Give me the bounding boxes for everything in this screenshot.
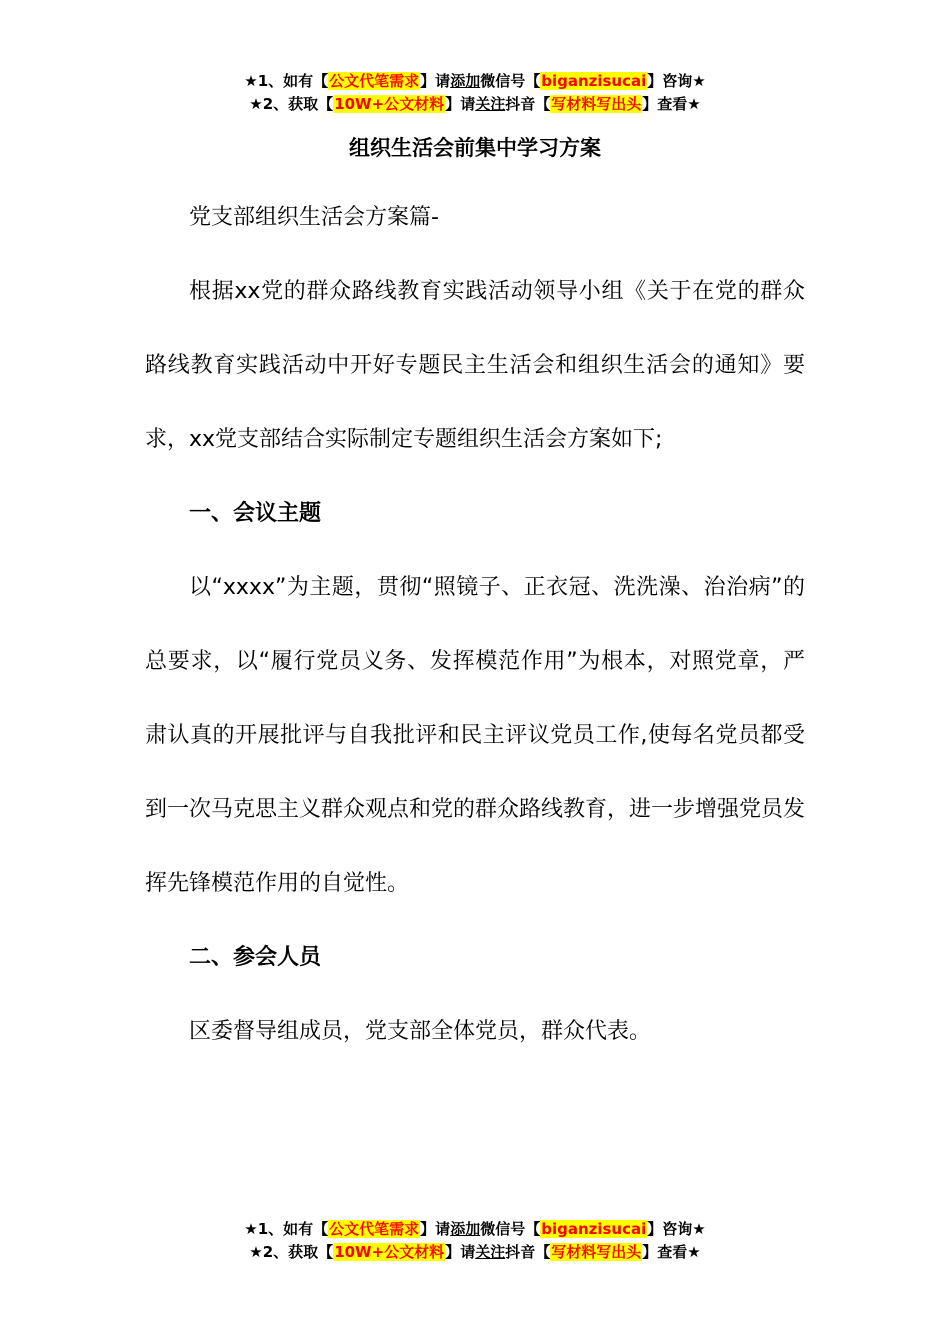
section-heading-attendees: 二、参会人员 (189, 945, 322, 970)
banner-highlight-materials: 10W+公文材料 (334, 1243, 445, 1261)
header-banner (0, 70, 950, 116)
document-subtitle: 党支部组织生活会方案篇- (189, 205, 439, 230)
banner-highlight-materials: 10W+公文材料 (334, 95, 445, 113)
banner-line-2: ★2、获取【10W+公文材料】请关注抖音【写材料写出头】查看★ (249, 95, 701, 113)
document-title: 组织生活会前集中学习方案 (349, 136, 601, 160)
banner-highlight-douyin: 写材料写出头 (551, 95, 642, 113)
section-body-theme: 以“xxxx”为主题，贯彻“照镜子、正衣冠、洗洗澡、治治病”的总要求，以“履行党员义务、发挥模范作用”为根本，对照党章，严肃认真的开展批评与自我批评和民主评议党员工作,使每名党员都受到一次马克思主义群众观点和党的群众路线教育，进一步增强党员发挥先锋模范作用的自觉性。 (145, 575, 806, 896)
banner-highlight-douyin: 写材料写出头 (551, 1243, 642, 1261)
banner-line-1: ★1、如有【公文代笔需求】请添加微信号【biganzisucai】咨询★ (244, 72, 706, 90)
section-heading-theme: 一、会议主题 (189, 501, 322, 526)
banner-highlight-wechat: biganzisucai (541, 1220, 647, 1238)
banner-line-1: ★1、如有【公文代笔需求】请添加微信号【biganzisucai】咨询★ (244, 1220, 706, 1238)
banner-highlight-service: 公文代笔需求 (329, 1220, 420, 1238)
banner-highlight-wechat: biganzisucai (541, 72, 647, 90)
intro-paragraph: 根据xx党的群众路线教育实践活动领导小组《关于在党的群众路线教育实践活动中开好专题民主生活会和组织生活会的通知》要求，xx党支部结合实际制定专题组织生活会方案如下; (145, 279, 805, 452)
banner-line-2: ★2、获取【10W+公文材料】请关注抖音【写材料写出头】查看★ (249, 1243, 701, 1261)
document-body (145, 181, 805, 1069)
section-body-attendees: 区委督导组成员，党支部全体党员，群众代表。 (189, 1019, 652, 1044)
banner-highlight-service: 公文代笔需求 (329, 72, 420, 90)
footer-banner (0, 1218, 950, 1264)
